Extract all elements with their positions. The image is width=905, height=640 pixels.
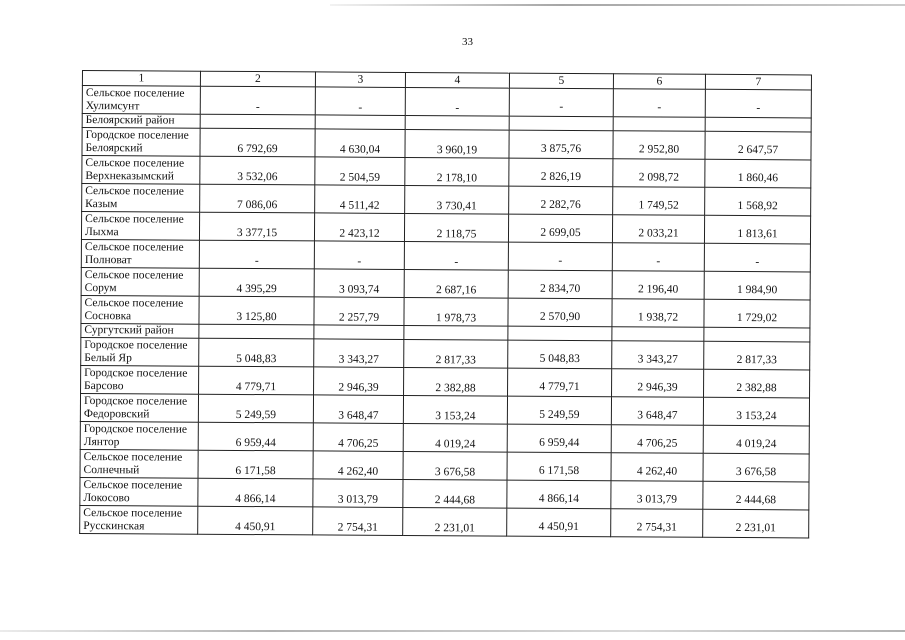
table-body [80,86,812,538]
value-cell: 4 511,42 [315,185,405,214]
value-cell: 3 093,74 [314,269,404,298]
table-row [80,393,809,425]
value-cell: 4 630,04 [315,129,405,158]
value-cell: 3 730,41 [405,185,509,214]
value-cell: 1 860,46 [705,159,811,188]
value-cell: 4 779,71 [199,366,314,395]
value-cell: 3 377,15 [199,212,314,241]
value-cell: - [705,89,811,118]
empty-cell [705,117,811,132]
table-row [80,505,809,537]
value-cell: 2 382,88 [704,369,810,398]
table-row [80,477,809,509]
value-cell: 2 118,75 [404,213,508,242]
value-cell: 2 423,12 [314,213,404,242]
value-cell: 6 959,44 [198,422,313,451]
value-cell: 2 033,21 [612,215,704,244]
settlement-name: Сельское поселение Сорум [81,267,199,296]
value-cell: 3 676,58 [703,453,809,482]
table-row [81,267,810,299]
page-number: 33 [462,36,473,48]
value-cell: 4 395,29 [199,268,314,297]
value-cell: 3 960,19 [405,129,509,158]
value-cell: - [199,240,314,269]
value-cell: 2 444,68 [403,479,507,508]
value-cell: 3 013,79 [313,479,403,508]
value-cell: - [404,241,508,270]
value-cell: - [613,89,705,118]
value-cell: 3 343,27 [314,339,404,368]
value-cell: 2 952,80 [613,131,705,160]
value-cell: - [315,87,405,116]
value-cell: 3 648,47 [611,397,703,426]
value-cell: 1 938,72 [612,299,704,328]
column-header: 4 [405,72,509,88]
value-cell: 3 153,24 [403,395,507,424]
value-cell: 4 866,14 [198,478,313,507]
value-cell: 2 754,31 [611,509,703,538]
empty-cell [509,116,613,131]
table-row [80,421,809,453]
value-cell: 4 019,24 [703,425,809,454]
value-cell: 4 450,91 [507,508,611,537]
value-cell: 1 984,90 [704,271,810,300]
value-cell: - [612,243,704,272]
value-cell: 4 706,25 [611,425,703,454]
column-header: 1 [82,71,200,87]
value-cell: 2 570,90 [508,298,612,327]
value-cell: 2 834,70 [508,270,612,299]
value-cell: 2 817,33 [404,339,508,368]
value-cell: 2 826,19 [509,158,613,187]
scan-edge-top [330,4,905,6]
table-row [82,156,811,188]
value-cell: 4 450,91 [198,506,313,535]
column-header: 6 [613,74,705,90]
empty-cell [199,324,314,339]
value-cell: 1 978,73 [404,297,508,326]
value-cell: 3 153,24 [703,397,809,426]
value-cell: 2 178,10 [405,157,509,186]
value-cell: 2 687,16 [404,269,508,298]
value-cell: 2 754,31 [313,507,403,536]
value-cell: 2 946,39 [612,369,704,398]
value-cell: 4 019,24 [403,423,507,452]
settlement-name: Сельское поселение Сосновка [81,295,199,324]
table-row [82,184,811,216]
value-cell: - [405,87,509,116]
value-cell: 6 171,58 [198,450,313,479]
value-cell: 3 676,58 [403,451,507,480]
table-row [82,128,811,160]
region-name: Белоярский район [82,114,200,129]
value-cell: 4 262,40 [313,451,403,480]
value-cell: 2 444,68 [703,481,809,510]
data-table [79,70,812,538]
region-name: Сургутский район [81,323,199,338]
table-row [81,239,810,271]
value-cell: 2 231,01 [403,507,507,536]
value-cell: 6 171,58 [507,452,611,481]
column-header: 5 [509,73,613,89]
scan-edge-bottom [0,630,905,632]
value-cell: - [200,86,315,115]
value-cell: 3 343,27 [612,341,704,370]
column-header: 7 [705,74,811,90]
settlement-name: Сельское поселение Верхнеказымский [82,156,200,185]
value-cell: 7 086,06 [200,184,315,213]
table-row [80,449,809,481]
settlement-name: Городское поселение Федоровский [80,393,198,422]
settlement-name: Городское поселение Белоярский [82,128,200,157]
settlement-name: Сельское поселение Русскинская [80,505,198,534]
value-cell: 4 866,14 [507,480,611,509]
value-cell: 1 729,02 [704,299,810,328]
value-cell: 5 048,83 [508,340,612,369]
value-cell: - [508,242,612,271]
empty-cell [405,115,509,130]
column-header: 2 [200,71,315,87]
empty-cell [404,325,508,340]
value-cell: 2 699,05 [508,214,612,243]
settlement-name: Городское поселение Барсово [81,365,199,394]
settlement-name: Городское поселение Лянтор [80,421,198,450]
value-cell: - [314,241,404,270]
value-cell: 3 532,06 [200,156,315,185]
empty-cell [613,117,705,132]
value-cell: 1 749,52 [613,187,705,216]
settlement-name: Сельское поселение Хулимсунт [82,86,200,115]
value-cell: 3 125,80 [199,296,314,325]
value-cell: 3 648,47 [313,395,403,424]
value-cell: 4 779,71 [508,368,612,397]
value-cell: 2 231,01 [703,509,809,538]
column-header: 3 [315,72,405,88]
empty-cell [314,325,404,340]
value-cell: 2 817,33 [704,341,810,370]
table-row [81,365,810,397]
table-row [81,337,810,369]
value-cell: 1 568,92 [705,187,811,216]
value-cell: 6 792,69 [200,128,315,157]
settlement-name: Сельское поселение Локосово [80,477,198,506]
value-cell: 2 647,57 [705,131,811,160]
settlement-name: Сельское поселение Солнечный [80,449,198,478]
value-cell: 2 946,39 [314,367,404,396]
empty-cell [704,327,810,342]
table-row [81,212,810,244]
settlement-name: Сельское поселение Полноват [81,239,199,268]
value-cell: - [704,243,810,272]
value-cell: 6 959,44 [507,424,611,453]
empty-cell [200,114,315,129]
empty-cell [612,327,704,342]
value-cell: 1 813,61 [704,215,810,244]
value-cell: - [509,88,613,117]
settlement-name: Сельское поселение Казым [82,184,200,213]
value-cell: 4 262,40 [611,453,703,482]
value-cell: 5 249,59 [507,396,611,425]
table-row [82,86,811,118]
value-cell: 5 048,83 [199,338,314,367]
empty-cell [315,115,405,130]
value-cell: 2 196,40 [612,271,704,300]
value-cell: 2 382,88 [404,367,508,396]
settlement-name: Городское поселение Белый Яр [81,337,199,366]
empty-cell [508,326,612,341]
value-cell: 5 249,59 [198,394,313,423]
value-cell: 2 504,59 [315,157,405,186]
value-cell: 4 706,25 [313,423,403,452]
value-cell: 3 013,79 [611,481,703,510]
table-row [81,295,810,327]
settlement-name: Сельское поселение Лыхма [81,212,199,241]
value-cell: 2 282,76 [509,186,613,215]
value-cell: 3 875,76 [509,130,613,159]
value-cell: 2 098,72 [613,159,705,188]
value-cell: 2 257,79 [314,297,404,326]
